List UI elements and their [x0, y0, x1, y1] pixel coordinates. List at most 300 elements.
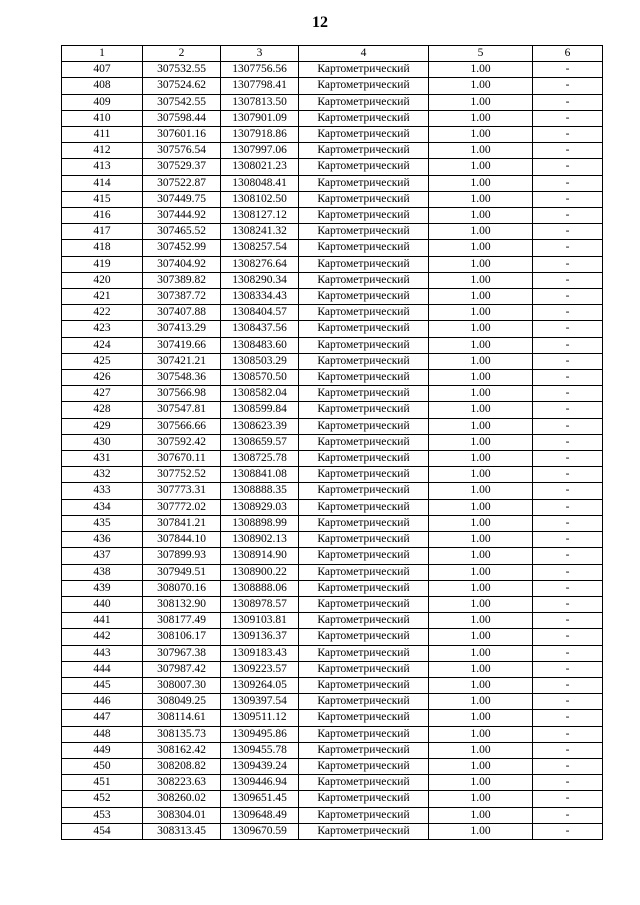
point-number-cell: 413 — [62, 159, 143, 175]
y-coordinate-cell: 1309651.45 — [221, 791, 299, 807]
table-row — [62, 483, 603, 499]
accuracy-cell: 1.00 — [429, 742, 533, 758]
point-number-cell: 424 — [62, 337, 143, 353]
point-number-cell: 448 — [62, 726, 143, 742]
note-cell: - — [533, 499, 603, 515]
y-coordinate-cell: 1308623.39 — [221, 418, 299, 434]
note-cell: - — [533, 823, 603, 839]
method-cell: Картометрический — [299, 175, 429, 191]
x-coordinate-cell: 308135.73 — [143, 726, 221, 742]
table-row — [62, 467, 603, 483]
note-cell: - — [533, 224, 603, 240]
x-coordinate-cell: 308208.82 — [143, 758, 221, 774]
x-coordinate-cell: 307532.55 — [143, 62, 221, 78]
method-cell: Картометрический — [299, 418, 429, 434]
table-row — [62, 775, 603, 791]
note-cell: - — [533, 78, 603, 94]
note-cell: - — [533, 775, 603, 791]
accuracy-cell: 1.00 — [429, 143, 533, 159]
y-coordinate-cell: 1308102.50 — [221, 191, 299, 207]
table-row — [62, 710, 603, 726]
y-coordinate-cell: 1308276.64 — [221, 256, 299, 272]
note-cell: - — [533, 240, 603, 256]
x-coordinate-cell: 307522.87 — [143, 175, 221, 191]
note-cell: - — [533, 742, 603, 758]
note-cell: - — [533, 110, 603, 126]
method-cell: Картометрический — [299, 775, 429, 791]
accuracy-cell: 1.00 — [429, 775, 533, 791]
method-cell: Картометрический — [299, 742, 429, 758]
accuracy-cell: 1.00 — [429, 110, 533, 126]
table-row — [62, 386, 603, 402]
accuracy-cell: 1.00 — [429, 418, 533, 434]
y-coordinate-cell: 1308241.32 — [221, 224, 299, 240]
method-cell: Картометрический — [299, 596, 429, 612]
note-cell: - — [533, 629, 603, 645]
y-coordinate-cell: 1309397.54 — [221, 694, 299, 710]
y-coordinate-cell: 1309511.12 — [221, 710, 299, 726]
note-cell: - — [533, 370, 603, 386]
y-coordinate-cell: 1308888.35 — [221, 483, 299, 499]
method-cell: Картометрический — [299, 613, 429, 629]
accuracy-cell: 1.00 — [429, 78, 533, 94]
x-coordinate-cell: 308304.01 — [143, 807, 221, 823]
method-cell: Картометрический — [299, 434, 429, 450]
table-row — [62, 694, 603, 710]
accuracy-cell: 1.00 — [429, 62, 533, 78]
y-coordinate-cell: 1308290.34 — [221, 272, 299, 288]
table-row — [62, 515, 603, 531]
x-coordinate-cell: 307524.62 — [143, 78, 221, 94]
x-coordinate-cell: 307389.82 — [143, 272, 221, 288]
x-coordinate-cell: 307548.36 — [143, 370, 221, 386]
note-cell: - — [533, 159, 603, 175]
point-number-cell: 440 — [62, 596, 143, 612]
table-row — [62, 78, 603, 94]
x-coordinate-cell: 307592.42 — [143, 434, 221, 450]
table-row — [62, 191, 603, 207]
method-cell: Картометрический — [299, 289, 429, 305]
table-row — [62, 451, 603, 467]
point-number-cell: 453 — [62, 807, 143, 823]
point-number-cell: 428 — [62, 402, 143, 418]
column-header: 4 — [299, 46, 429, 62]
point-number-cell: 417 — [62, 224, 143, 240]
x-coordinate-cell: 307601.16 — [143, 127, 221, 143]
point-number-cell: 418 — [62, 240, 143, 256]
point-number-cell: 416 — [62, 208, 143, 224]
table-row — [62, 758, 603, 774]
x-coordinate-cell: 307387.72 — [143, 289, 221, 305]
note-cell: - — [533, 305, 603, 321]
note-cell: - — [533, 127, 603, 143]
method-cell: Картометрический — [299, 580, 429, 596]
accuracy-cell: 1.00 — [429, 629, 533, 645]
point-number-cell: 410 — [62, 110, 143, 126]
column-header: 3 — [221, 46, 299, 62]
y-coordinate-cell: 1308334.43 — [221, 289, 299, 305]
note-cell: - — [533, 272, 603, 288]
x-coordinate-cell: 308260.02 — [143, 791, 221, 807]
column-header: 2 — [143, 46, 221, 62]
table-row — [62, 175, 603, 191]
table-row — [62, 224, 603, 240]
method-cell: Картометрический — [299, 629, 429, 645]
accuracy-cell: 1.00 — [429, 823, 533, 839]
table-row — [62, 305, 603, 321]
x-coordinate-cell: 307899.93 — [143, 548, 221, 564]
accuracy-cell: 1.00 — [429, 677, 533, 693]
point-number-cell: 426 — [62, 370, 143, 386]
x-coordinate-cell: 307576.54 — [143, 143, 221, 159]
point-number-cell: 415 — [62, 191, 143, 207]
y-coordinate-cell: 1308841.08 — [221, 467, 299, 483]
table-row — [62, 143, 603, 159]
point-number-cell: 451 — [62, 775, 143, 791]
note-cell: - — [533, 256, 603, 272]
point-number-cell: 412 — [62, 143, 143, 159]
table-row — [62, 370, 603, 386]
method-cell: Картометрический — [299, 94, 429, 110]
y-coordinate-cell: 1308257.54 — [221, 240, 299, 256]
x-coordinate-cell: 308313.45 — [143, 823, 221, 839]
page-number: 12 — [312, 14, 328, 31]
method-cell: Картометрический — [299, 791, 429, 807]
table-row — [62, 127, 603, 143]
accuracy-cell: 1.00 — [429, 305, 533, 321]
accuracy-cell: 1.00 — [429, 353, 533, 369]
point-number-cell: 441 — [62, 613, 143, 629]
method-cell: Картометрический — [299, 532, 429, 548]
x-coordinate-cell: 307598.44 — [143, 110, 221, 126]
note-cell: - — [533, 191, 603, 207]
point-number-cell: 411 — [62, 127, 143, 143]
point-number-cell: 445 — [62, 677, 143, 693]
note-cell: - — [533, 726, 603, 742]
method-cell: Картометрический — [299, 370, 429, 386]
method-cell: Картометрический — [299, 110, 429, 126]
x-coordinate-cell: 307841.21 — [143, 515, 221, 531]
note-cell: - — [533, 337, 603, 353]
method-cell: Картометрический — [299, 256, 429, 272]
method-cell: Картометрический — [299, 758, 429, 774]
method-cell: Картометрический — [299, 191, 429, 207]
y-coordinate-cell: 1307997.06 — [221, 143, 299, 159]
x-coordinate-cell: 307773.31 — [143, 483, 221, 499]
note-cell: - — [533, 467, 603, 483]
x-coordinate-cell: 308114.61 — [143, 710, 221, 726]
table-row — [62, 159, 603, 175]
table-row — [62, 321, 603, 337]
accuracy-cell: 1.00 — [429, 515, 533, 531]
note-cell: - — [533, 94, 603, 110]
point-number-cell: 427 — [62, 386, 143, 402]
column-header: 1 — [62, 46, 143, 62]
column-header: 6 — [533, 46, 603, 62]
accuracy-cell: 1.00 — [429, 580, 533, 596]
method-cell: Картометрический — [299, 159, 429, 175]
y-coordinate-cell: 1308570.50 — [221, 370, 299, 386]
y-coordinate-cell: 1309136.37 — [221, 629, 299, 645]
accuracy-cell: 1.00 — [429, 272, 533, 288]
accuracy-cell: 1.00 — [429, 127, 533, 143]
note-cell: - — [533, 564, 603, 580]
method-cell: Картометрический — [299, 499, 429, 515]
table-row — [62, 742, 603, 758]
table-row — [62, 256, 603, 272]
table-row — [62, 613, 603, 629]
note-cell: - — [533, 645, 603, 661]
table-row — [62, 337, 603, 353]
table-row — [62, 564, 603, 580]
method-cell: Картометрический — [299, 127, 429, 143]
table-row — [62, 580, 603, 596]
note-cell: - — [533, 758, 603, 774]
point-number-cell: 452 — [62, 791, 143, 807]
note-cell: - — [533, 807, 603, 823]
x-coordinate-cell: 307449.75 — [143, 191, 221, 207]
y-coordinate-cell: 1309455.78 — [221, 742, 299, 758]
accuracy-cell: 1.00 — [429, 289, 533, 305]
x-coordinate-cell: 307949.51 — [143, 564, 221, 580]
note-cell: - — [533, 451, 603, 467]
accuracy-cell: 1.00 — [429, 208, 533, 224]
y-coordinate-cell: 1307813.50 — [221, 94, 299, 110]
point-number-cell: 420 — [62, 272, 143, 288]
method-cell: Картометрический — [299, 467, 429, 483]
note-cell: - — [533, 62, 603, 78]
note-cell: - — [533, 694, 603, 710]
accuracy-cell: 1.00 — [429, 191, 533, 207]
method-cell: Картометрический — [299, 548, 429, 564]
point-number-cell: 444 — [62, 661, 143, 677]
point-number-cell: 437 — [62, 548, 143, 564]
x-coordinate-cell: 307542.55 — [143, 94, 221, 110]
y-coordinate-cell: 1308127.12 — [221, 208, 299, 224]
point-number-cell: 446 — [62, 694, 143, 710]
x-coordinate-cell: 307419.66 — [143, 337, 221, 353]
method-cell: Картометрический — [299, 337, 429, 353]
accuracy-cell: 1.00 — [429, 175, 533, 191]
y-coordinate-cell: 1308898.99 — [221, 515, 299, 531]
note-cell: - — [533, 483, 603, 499]
point-number-cell: 408 — [62, 78, 143, 94]
method-cell: Картометрический — [299, 726, 429, 742]
y-coordinate-cell: 1308929.03 — [221, 499, 299, 515]
accuracy-cell: 1.00 — [429, 694, 533, 710]
x-coordinate-cell: 307772.02 — [143, 499, 221, 515]
y-coordinate-cell: 1308483.60 — [221, 337, 299, 353]
accuracy-cell: 1.00 — [429, 467, 533, 483]
y-coordinate-cell: 1308437.56 — [221, 321, 299, 337]
table-row — [62, 661, 603, 677]
note-cell: - — [533, 289, 603, 305]
point-number-cell: 421 — [62, 289, 143, 305]
method-cell: Картометрический — [299, 386, 429, 402]
x-coordinate-cell: 307967.38 — [143, 645, 221, 661]
point-number-cell: 438 — [62, 564, 143, 580]
y-coordinate-cell: 1307756.56 — [221, 62, 299, 78]
method-cell: Картометрический — [299, 208, 429, 224]
point-number-cell: 439 — [62, 580, 143, 596]
y-coordinate-cell: 1308725.78 — [221, 451, 299, 467]
y-coordinate-cell: 1309264.05 — [221, 677, 299, 693]
y-coordinate-cell: 1309648.49 — [221, 807, 299, 823]
x-coordinate-cell: 308132.90 — [143, 596, 221, 612]
accuracy-cell: 1.00 — [429, 434, 533, 450]
method-cell: Картометрический — [299, 564, 429, 580]
table-row — [62, 726, 603, 742]
accuracy-cell: 1.00 — [429, 499, 533, 515]
x-coordinate-cell: 307413.29 — [143, 321, 221, 337]
note-cell: - — [533, 661, 603, 677]
note-cell: - — [533, 596, 603, 612]
table-row — [62, 548, 603, 564]
x-coordinate-cell: 308049.25 — [143, 694, 221, 710]
note-cell: - — [533, 548, 603, 564]
y-coordinate-cell: 1308902.13 — [221, 532, 299, 548]
accuracy-cell: 1.00 — [429, 386, 533, 402]
accuracy-cell: 1.00 — [429, 791, 533, 807]
point-number-cell: 449 — [62, 742, 143, 758]
method-cell: Картометрический — [299, 78, 429, 94]
method-cell: Картометрический — [299, 645, 429, 661]
table-row — [62, 94, 603, 110]
accuracy-cell: 1.00 — [429, 224, 533, 240]
table-row — [62, 677, 603, 693]
y-coordinate-cell: 1308582.04 — [221, 386, 299, 402]
table-row — [62, 402, 603, 418]
accuracy-cell: 1.00 — [429, 548, 533, 564]
method-cell: Картометрический — [299, 321, 429, 337]
method-cell: Картометрический — [299, 483, 429, 499]
table-row — [62, 499, 603, 515]
accuracy-cell: 1.00 — [429, 483, 533, 499]
table-row — [62, 645, 603, 661]
accuracy-cell: 1.00 — [429, 596, 533, 612]
method-cell: Картометрический — [299, 305, 429, 321]
accuracy-cell: 1.00 — [429, 645, 533, 661]
table-row — [62, 823, 603, 839]
table-row — [62, 434, 603, 450]
x-coordinate-cell: 307404.92 — [143, 256, 221, 272]
y-coordinate-cell: 1309183.43 — [221, 645, 299, 661]
method-cell: Картометрический — [299, 402, 429, 418]
point-number-cell: 432 — [62, 467, 143, 483]
accuracy-cell: 1.00 — [429, 532, 533, 548]
x-coordinate-cell: 307529.37 — [143, 159, 221, 175]
table-row — [62, 807, 603, 823]
method-cell: Картометрический — [299, 661, 429, 677]
y-coordinate-cell: 1308914.90 — [221, 548, 299, 564]
x-coordinate-cell: 308070.16 — [143, 580, 221, 596]
point-number-cell: 425 — [62, 353, 143, 369]
note-cell: - — [533, 321, 603, 337]
note-cell: - — [533, 613, 603, 629]
method-cell: Картометрический — [299, 710, 429, 726]
x-coordinate-cell: 308223.63 — [143, 775, 221, 791]
point-number-cell: 429 — [62, 418, 143, 434]
method-cell: Картометрический — [299, 807, 429, 823]
note-cell: - — [533, 418, 603, 434]
point-number-cell: 443 — [62, 645, 143, 661]
y-coordinate-cell: 1309446.94 — [221, 775, 299, 791]
table-row — [62, 596, 603, 612]
table-row — [62, 289, 603, 305]
table-row — [62, 208, 603, 224]
y-coordinate-cell: 1308021.23 — [221, 159, 299, 175]
point-number-cell: 430 — [62, 434, 143, 450]
y-coordinate-cell: 1307901.09 — [221, 110, 299, 126]
y-coordinate-cell: 1308599.84 — [221, 402, 299, 418]
y-coordinate-cell: 1308659.57 — [221, 434, 299, 450]
method-cell: Картометрический — [299, 515, 429, 531]
table-row — [62, 418, 603, 434]
accuracy-cell: 1.00 — [429, 402, 533, 418]
accuracy-cell: 1.00 — [429, 370, 533, 386]
table-row — [62, 629, 603, 645]
point-number-cell: 436 — [62, 532, 143, 548]
note-cell: - — [533, 515, 603, 531]
point-number-cell: 422 — [62, 305, 143, 321]
point-number-cell: 442 — [62, 629, 143, 645]
point-number-cell: 447 — [62, 710, 143, 726]
accuracy-cell: 1.00 — [429, 758, 533, 774]
point-number-cell: 450 — [62, 758, 143, 774]
method-cell: Картометрический — [299, 224, 429, 240]
note-cell: - — [533, 580, 603, 596]
accuracy-cell: 1.00 — [429, 661, 533, 677]
table-row — [62, 532, 603, 548]
x-coordinate-cell: 307444.92 — [143, 208, 221, 224]
note-cell: - — [533, 710, 603, 726]
x-coordinate-cell: 307421.21 — [143, 353, 221, 369]
method-cell: Картометрический — [299, 353, 429, 369]
point-number-cell: 409 — [62, 94, 143, 110]
note-cell: - — [533, 208, 603, 224]
note-cell: - — [533, 386, 603, 402]
note-cell: - — [533, 677, 603, 693]
x-coordinate-cell: 307452.99 — [143, 240, 221, 256]
method-cell: Картометрический — [299, 143, 429, 159]
method-cell: Картометрический — [299, 677, 429, 693]
y-coordinate-cell: 1307798.41 — [221, 78, 299, 94]
y-coordinate-cell: 1308978.57 — [221, 596, 299, 612]
accuracy-cell: 1.00 — [429, 256, 533, 272]
accuracy-cell: 1.00 — [429, 451, 533, 467]
point-number-cell: 419 — [62, 256, 143, 272]
y-coordinate-cell: 1308503.29 — [221, 353, 299, 369]
method-cell: Картометрический — [299, 240, 429, 256]
x-coordinate-cell: 307566.66 — [143, 418, 221, 434]
table-row — [62, 272, 603, 288]
accuracy-cell: 1.00 — [429, 321, 533, 337]
accuracy-cell: 1.00 — [429, 710, 533, 726]
table-row — [62, 240, 603, 256]
x-coordinate-cell: 308007.30 — [143, 677, 221, 693]
y-coordinate-cell: 1308404.57 — [221, 305, 299, 321]
x-coordinate-cell: 307752.52 — [143, 467, 221, 483]
point-number-cell: 454 — [62, 823, 143, 839]
note-cell: - — [533, 143, 603, 159]
method-cell: Картометрический — [299, 62, 429, 78]
coordinates-table — [61, 45, 603, 840]
accuracy-cell: 1.00 — [429, 94, 533, 110]
note-cell: - — [533, 434, 603, 450]
note-cell: - — [533, 791, 603, 807]
accuracy-cell: 1.00 — [429, 726, 533, 742]
accuracy-cell: 1.00 — [429, 807, 533, 823]
